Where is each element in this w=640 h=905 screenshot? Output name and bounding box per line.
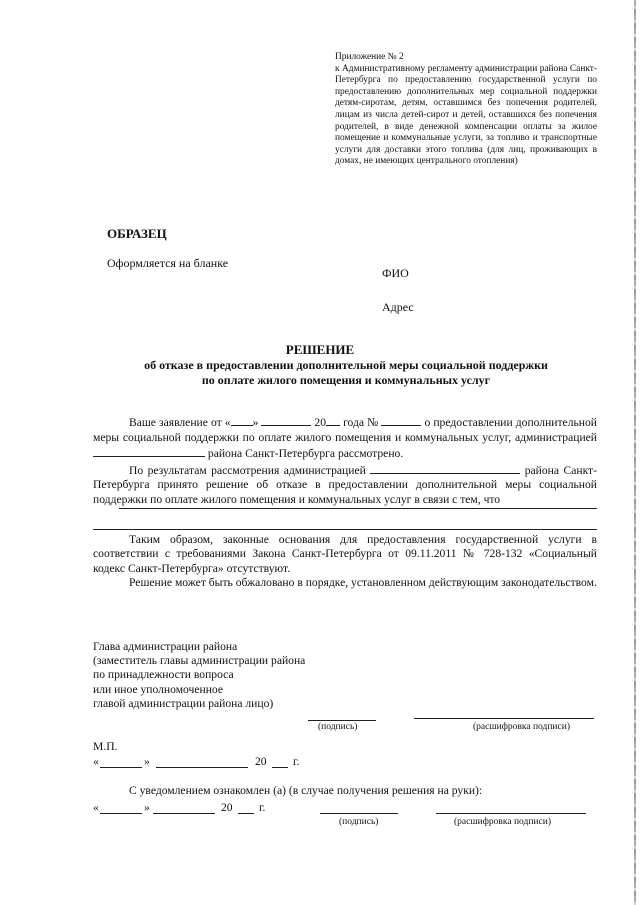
blank-reason-line-2: [93, 517, 597, 530]
fio-label: ФИО: [382, 266, 409, 280]
body-block: [93, 414, 597, 591]
signature-line: [308, 720, 376, 721]
sign-date-year: 20: [255, 755, 267, 768]
ack-date-year: 20: [221, 801, 233, 814]
signatory-line-2: (заместитель главы администрации района: [93, 654, 306, 668]
text-fragment: По результатам рассмотрения администрацией: [129, 463, 371, 477]
blank-district: [370, 462, 520, 474]
blank-year: [326, 414, 340, 426]
appendix-block: [335, 52, 597, 168]
appendix-title: Приложение № 2: [335, 52, 404, 62]
ack-signature-line: [320, 813, 398, 814]
signature-caption: (подпись): [318, 722, 358, 732]
text-fragment: года №: [340, 416, 382, 429]
ack-text: С уведомлением ознакомлен (а) (в случае получения решения на руки):: [129, 784, 483, 797]
signatory-block: [93, 640, 597, 711]
paragraph-appeal: Решение может быть обжаловано в порядке, установленном действующим законодательством.: [129, 576, 597, 590]
ack-date-close: »: [144, 801, 150, 814]
address-label: Адрес: [382, 300, 414, 314]
ack-signature-caption: (подпись): [339, 817, 379, 827]
ack-decode-line: [436, 813, 586, 814]
ack-date-day-line: [100, 813, 142, 814]
text-fragment: Ваше заявление от «: [129, 416, 231, 429]
sign-date-day-line: [100, 767, 142, 768]
decision-subtitle-line-2: по оплате жилого помещения и коммунальных услуг: [201, 373, 491, 387]
blank-month: [261, 414, 311, 426]
decode-line: [414, 718, 594, 719]
decision-subtitle: [95, 358, 597, 388]
blank-day: [231, 414, 253, 426]
sign-date-month-line: [156, 767, 248, 768]
ack-date-open: «: [93, 801, 99, 814]
ack-date-year-suffix: г.: [259, 801, 266, 814]
scan-edge: [634, 0, 636, 905]
sample-label: ОБРАЗЕЦ: [107, 226, 167, 241]
paragraph-application: [93, 414, 597, 462]
sign-date-year-line: [272, 767, 288, 768]
decode-caption: (расшифровка подписи): [473, 722, 570, 732]
text-fragment: о предоставлении дополнительной меры социальной поддержки по оплате жилого помещения и коммунальных услуг, администрацией: [93, 416, 597, 444]
decision-title: РЕШЕНИЕ: [285, 342, 355, 357]
stamp-label: М.П.: [93, 740, 118, 753]
text-fragment: района Санкт-Петербурга рассмотрено.: [205, 447, 404, 461]
paragraph-conclusion: Таким образом, законные основания для предоставления государственной услуги в соответствии с требованиями Закона Санкт-Петербурга от 09.11.2011 № 728-132 «Социальный кодекс Санкт-Петербурга» отсутствуют.: [93, 532, 597, 575]
signatory-line-3: по принадлежности вопроса: [93, 668, 234, 682]
ack-decode-caption: (расшифровка подписи): [454, 817, 551, 827]
signatory-line-4: или иное уполномоченное: [93, 682, 223, 696]
appendix-text: к Административному регламенту администрации района Санкт-Петербурга по предоставлению государственной услуги по предоставлению дополнительных мер социальной поддержки детям-сиротам, детям, оставшимся без попечения родителей, лицам из числа детей-сирот и детей, оставшихся без попечения родителей, в виде денежной компенсации оплаты за жилое помещение и коммунальные услуги, за топливо и транспортные услуги для доставки этого топлива (для лиц, проживающих в домах, не имеющих центрального отопления): [335, 63, 597, 167]
decision-subtitle-line-1: об отказе в предоставлении дополнительной меры социальной поддержки: [144, 358, 548, 372]
text-fragment: »: [252, 416, 262, 429]
blank-number: [381, 414, 421, 426]
ack-date-year-line: [238, 813, 254, 814]
ack-date-month-line: [153, 813, 215, 814]
sign-date-open: «: [93, 755, 99, 768]
sign-date-close: »: [144, 755, 150, 768]
blank-district: [93, 445, 205, 457]
sign-date-year-suffix: г.: [293, 755, 300, 768]
blank-note: Оформляется на бланке: [107, 256, 229, 270]
text-fragment: района Санкт-Петербурга принято решение об отказе в предоставлении дополнительной меры социальной поддержки по оплате жилого помещения и коммунальных услуг в связи с тем, что: [93, 463, 597, 506]
signatory-line-1: Глава администрации района: [93, 640, 238, 653]
signatory-line-5: главой администрации района лицо): [93, 696, 274, 710]
text-fragment: 20: [311, 416, 327, 429]
